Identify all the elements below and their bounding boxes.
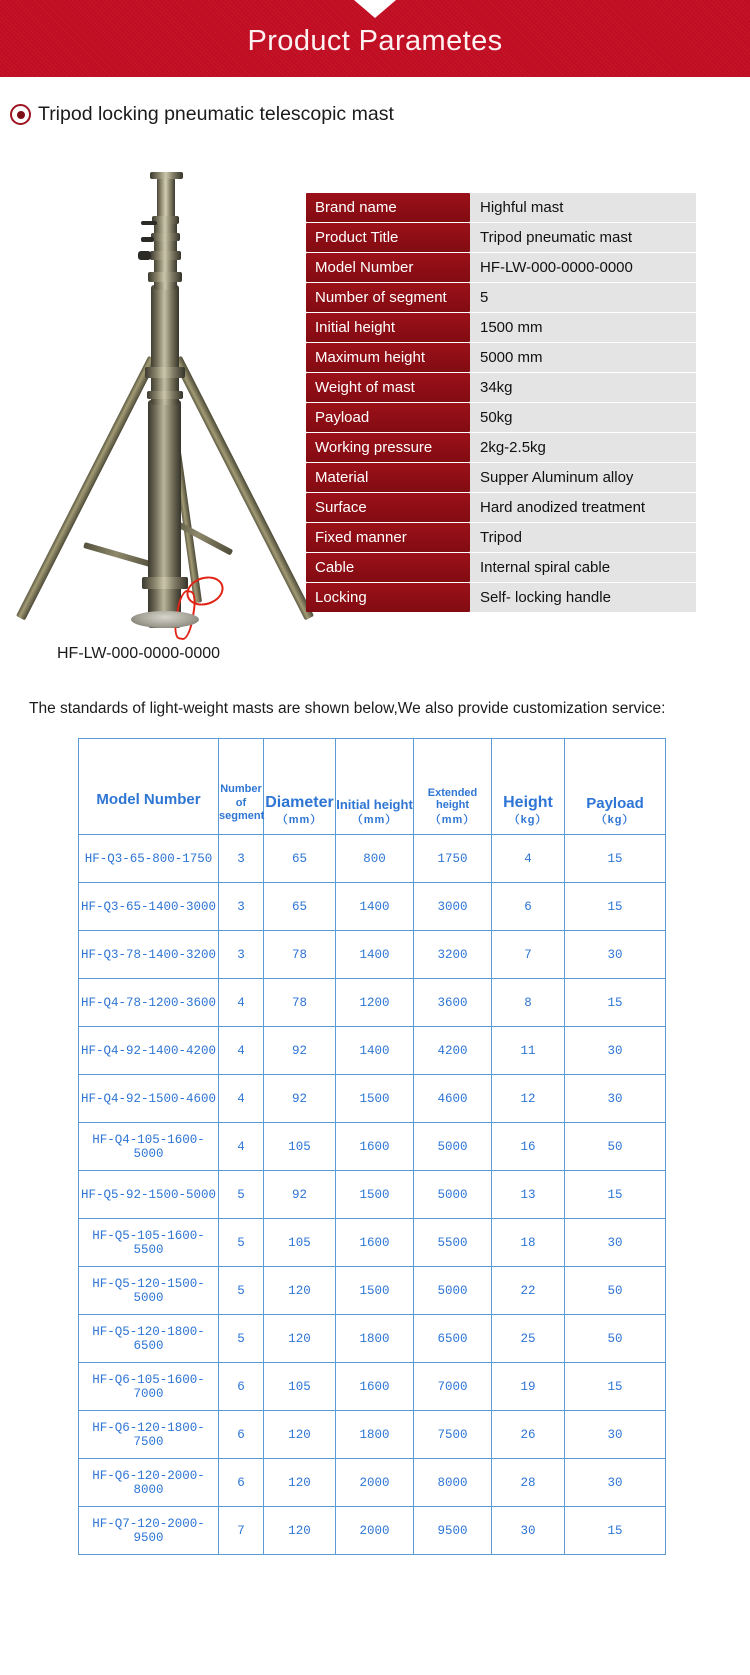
column-header-height: Height （kg）	[492, 739, 565, 835]
spec-label: Fixed manner	[306, 523, 470, 552]
cell-height: 12	[492, 1075, 565, 1123]
cell-payload: 15	[565, 1171, 666, 1219]
column-header-segments: Number of segment	[219, 739, 264, 835]
cell-extended-height: 7000	[414, 1363, 492, 1411]
cell-height: 8	[492, 979, 565, 1027]
cell-payload: 50	[565, 1315, 666, 1363]
column-header-extended-height: Extended height （mm）	[414, 739, 492, 835]
cell-initial-height: 1600	[336, 1219, 414, 1267]
column-header-payload: Payload （kg）	[565, 739, 666, 835]
standards-table-header-row	[79, 739, 666, 835]
cell-diameter: 120	[264, 1267, 336, 1315]
spec-value: Tripod pneumatic mast	[470, 223, 696, 252]
spec-row	[306, 403, 696, 432]
cell-segments: 5	[219, 1315, 264, 1363]
section-heading	[10, 103, 394, 126]
cell-height: 22	[492, 1267, 565, 1315]
table-row	[79, 1315, 666, 1363]
spec-value: Internal spiral cable	[470, 553, 696, 582]
cell-extended-height: 4200	[414, 1027, 492, 1075]
cell-height: 6	[492, 883, 565, 931]
spec-value: 5000 mm	[470, 343, 696, 372]
spec-value: 1500 mm	[470, 313, 696, 342]
cell-segments: 4	[219, 1075, 264, 1123]
cell-model: HF-Q6-105-1600-7000	[79, 1363, 219, 1411]
table-row	[79, 1459, 666, 1507]
cell-height: 30	[492, 1507, 565, 1555]
product-image	[0, 145, 310, 645]
spec-value: 34kg	[470, 373, 696, 402]
cell-initial-height: 1500	[336, 1171, 414, 1219]
cell-segments: 5	[219, 1219, 264, 1267]
spec-label: Maximum height	[306, 343, 470, 372]
cell-segments: 5	[219, 1171, 264, 1219]
cell-segments: 4	[219, 1123, 264, 1171]
cell-model: HF-Q4-105-1600-5000	[79, 1123, 219, 1171]
spec-label: Locking	[306, 583, 470, 612]
specification-table	[306, 193, 696, 613]
cell-payload: 15	[565, 1507, 666, 1555]
cell-model: HF-Q3-65-800-1750	[79, 835, 219, 883]
standards-table-body	[79, 835, 666, 1555]
cell-payload: 15	[565, 883, 666, 931]
cell-payload: 30	[565, 1411, 666, 1459]
tripod-brace-left	[83, 542, 156, 568]
locking-collar-mid	[150, 251, 181, 260]
cell-height: 26	[492, 1411, 565, 1459]
cell-diameter: 78	[264, 931, 336, 979]
cell-extended-height: 9500	[414, 1507, 492, 1555]
table-row	[79, 835, 666, 883]
cell-model: HF-Q5-120-1500-5000	[79, 1267, 219, 1315]
cell-initial-height: 1500	[336, 1267, 414, 1315]
cell-diameter: 105	[264, 1123, 336, 1171]
cell-diameter: 120	[264, 1315, 336, 1363]
spec-label: Working pressure	[306, 433, 470, 462]
cell-diameter: 78	[264, 979, 336, 1027]
column-header-diameter: Diameter （mm）	[264, 739, 336, 835]
cell-height: 7	[492, 931, 565, 979]
cell-extended-height: 7500	[414, 1411, 492, 1459]
cell-height: 28	[492, 1459, 565, 1507]
spec-row	[306, 223, 696, 252]
spec-row	[306, 553, 696, 582]
spec-row	[306, 343, 696, 372]
cell-payload: 50	[565, 1123, 666, 1171]
standards-table	[78, 738, 666, 1555]
cell-initial-height: 800	[336, 835, 414, 883]
mast-base-plate	[131, 611, 199, 628]
spec-value: 50kg	[470, 403, 696, 432]
cell-payload: 30	[565, 931, 666, 979]
cell-model: HF-Q3-65-1400-3000	[79, 883, 219, 931]
locking-collar-bottom	[142, 577, 188, 589]
cell-extended-height: 1750	[414, 835, 492, 883]
spec-row	[306, 373, 696, 402]
spec-label: Weight of mast	[306, 373, 470, 402]
cell-extended-height: 5000	[414, 1267, 492, 1315]
cell-initial-height: 2000	[336, 1507, 414, 1555]
table-row	[79, 979, 666, 1027]
spec-label: Surface	[306, 493, 470, 522]
spec-row	[306, 193, 696, 222]
cell-initial-height: 1500	[336, 1075, 414, 1123]
cell-segments: 6	[219, 1363, 264, 1411]
cell-extended-height: 4600	[414, 1075, 492, 1123]
locking-handle-upper	[141, 221, 157, 225]
cell-segments: 5	[219, 1267, 264, 1315]
cell-initial-height: 1200	[336, 979, 414, 1027]
cell-payload: 30	[565, 1459, 666, 1507]
cell-segments: 3	[219, 835, 264, 883]
cell-initial-height: 1400	[336, 883, 414, 931]
locking-handle-mid	[141, 237, 154, 242]
spec-label: Model Number	[306, 253, 470, 282]
table-row	[79, 1171, 666, 1219]
cell-initial-height: 1400	[336, 1027, 414, 1075]
table-row	[79, 1507, 666, 1555]
cell-model: HF-Q5-120-1800-6500	[79, 1315, 219, 1363]
cell-model: HF-Q5-105-1600-5500	[79, 1219, 219, 1267]
cell-payload: 30	[565, 1219, 666, 1267]
cell-diameter: 105	[264, 1219, 336, 1267]
cell-segments: 3	[219, 931, 264, 979]
spec-row	[306, 493, 696, 522]
cell-initial-height: 1400	[336, 931, 414, 979]
cell-diameter: 92	[264, 1075, 336, 1123]
cell-extended-height: 3200	[414, 931, 492, 979]
banner-notch-icon	[354, 0, 396, 18]
cell-segments: 4	[219, 1027, 264, 1075]
table-row	[79, 1363, 666, 1411]
spec-row	[306, 433, 696, 462]
cell-extended-height: 5500	[414, 1219, 492, 1267]
spec-row	[306, 583, 696, 612]
cell-model: HF-Q4-92-1500-4600	[79, 1075, 219, 1123]
cell-segments: 6	[219, 1411, 264, 1459]
cell-payload: 15	[565, 1363, 666, 1411]
bullet-dot-icon	[10, 104, 31, 125]
cell-payload: 30	[565, 1027, 666, 1075]
table-row	[79, 1123, 666, 1171]
cell-segments: 7	[219, 1507, 264, 1555]
cell-model: HF-Q4-78-1200-3600	[79, 979, 219, 1027]
cell-diameter: 65	[264, 883, 336, 931]
spec-label: Brand name	[306, 193, 470, 222]
cell-extended-height: 5000	[414, 1171, 492, 1219]
cell-payload: 15	[565, 979, 666, 1027]
cell-initial-height: 1800	[336, 1315, 414, 1363]
cell-height: 25	[492, 1315, 565, 1363]
standards-table-wrapper	[78, 738, 665, 1555]
cell-segments: 6	[219, 1459, 264, 1507]
cell-diameter: 120	[264, 1507, 336, 1555]
mast-segment-2	[151, 285, 179, 405]
cell-payload: 30	[565, 1075, 666, 1123]
spec-label: Product Title	[306, 223, 470, 252]
cell-initial-height: 1600	[336, 1363, 414, 1411]
cell-extended-height: 3000	[414, 883, 492, 931]
column-header-initial-height: Initial height （mm）	[336, 739, 414, 835]
cell-model: HF-Q3-78-1400-3200	[79, 931, 219, 979]
table-row	[79, 1027, 666, 1075]
product-image-caption: HF-LW-000-0000-0000	[57, 645, 221, 662]
tripod-leg-left	[16, 356, 157, 621]
spec-label: Number of segment	[306, 283, 470, 312]
cell-diameter: 105	[264, 1363, 336, 1411]
spec-value: Highful mast	[470, 193, 696, 222]
table-row	[79, 1411, 666, 1459]
cell-diameter: 65	[264, 835, 336, 883]
spec-value: Tripod	[470, 523, 696, 552]
locking-collar-base	[145, 367, 185, 378]
spec-row	[306, 313, 696, 342]
spec-value: 5	[470, 283, 696, 312]
cell-extended-height: 3600	[414, 979, 492, 1027]
table-row	[79, 883, 666, 931]
spec-row	[306, 523, 696, 552]
spec-label: Cable	[306, 553, 470, 582]
cell-height: 11	[492, 1027, 565, 1075]
cell-model: HF-Q4-92-1400-4200	[79, 1027, 219, 1075]
mast-top-flange	[150, 172, 183, 179]
spec-label: Initial height	[306, 313, 470, 342]
cell-height: 16	[492, 1123, 565, 1171]
cell-extended-height: 6500	[414, 1315, 492, 1363]
locking-collar-mid-upper	[151, 233, 180, 241]
cell-diameter: 92	[264, 1027, 336, 1075]
spec-label: Material	[306, 463, 470, 492]
table-row	[79, 1075, 666, 1123]
cell-model: HF-Q5-92-1500-5000	[79, 1171, 219, 1219]
spec-value: Self- locking handle	[470, 583, 696, 612]
cell-diameter: 120	[264, 1459, 336, 1507]
locking-collar-foot	[147, 391, 183, 399]
spec-row	[306, 283, 696, 312]
spec-value: HF-LW-000-0000-0000	[470, 253, 696, 282]
table-row	[79, 1267, 666, 1315]
spec-value: Hard anodized treatment	[470, 493, 696, 522]
cell-initial-height: 1600	[336, 1123, 414, 1171]
cell-height: 19	[492, 1363, 565, 1411]
cell-extended-height: 8000	[414, 1459, 492, 1507]
cell-extended-height: 5000	[414, 1123, 492, 1171]
spec-label: Payload	[306, 403, 470, 432]
page-title: Product Parametes	[247, 25, 503, 57]
section-heading-label: Tripod locking pneumatic telescopic mast	[38, 103, 394, 125]
spec-value: 2kg-2.5kg	[470, 433, 696, 462]
cell-payload: 15	[565, 835, 666, 883]
standards-intro-text: The standards of light-weight masts are shown below,We also provide customization service:	[29, 700, 666, 717]
cell-height: 18	[492, 1219, 565, 1267]
spec-value: Supper Aluminum alloy	[470, 463, 696, 492]
cell-diameter: 92	[264, 1171, 336, 1219]
column-header-model: Model Number	[79, 739, 219, 835]
product-image-stage	[0, 145, 310, 645]
spec-row	[306, 253, 696, 282]
cell-model: HF-Q7-120-2000-9500	[79, 1507, 219, 1555]
cell-initial-height: 1800	[336, 1411, 414, 1459]
spec-row	[306, 463, 696, 492]
cell-model: HF-Q6-120-2000-8000	[79, 1459, 219, 1507]
cell-payload: 50	[565, 1267, 666, 1315]
table-row	[79, 1219, 666, 1267]
page-banner	[0, 0, 750, 77]
cell-height: 4	[492, 835, 565, 883]
cell-segments: 3	[219, 883, 264, 931]
cell-height: 13	[492, 1171, 565, 1219]
locking-collar-lower	[148, 272, 182, 282]
cell-diameter: 120	[264, 1411, 336, 1459]
cell-model: HF-Q6-120-1800-7500	[79, 1411, 219, 1459]
table-row	[79, 931, 666, 979]
cell-segments: 4	[219, 979, 264, 1027]
cell-initial-height: 2000	[336, 1459, 414, 1507]
mast-segment-1	[148, 400, 181, 628]
locking-handle-lower	[138, 251, 151, 260]
